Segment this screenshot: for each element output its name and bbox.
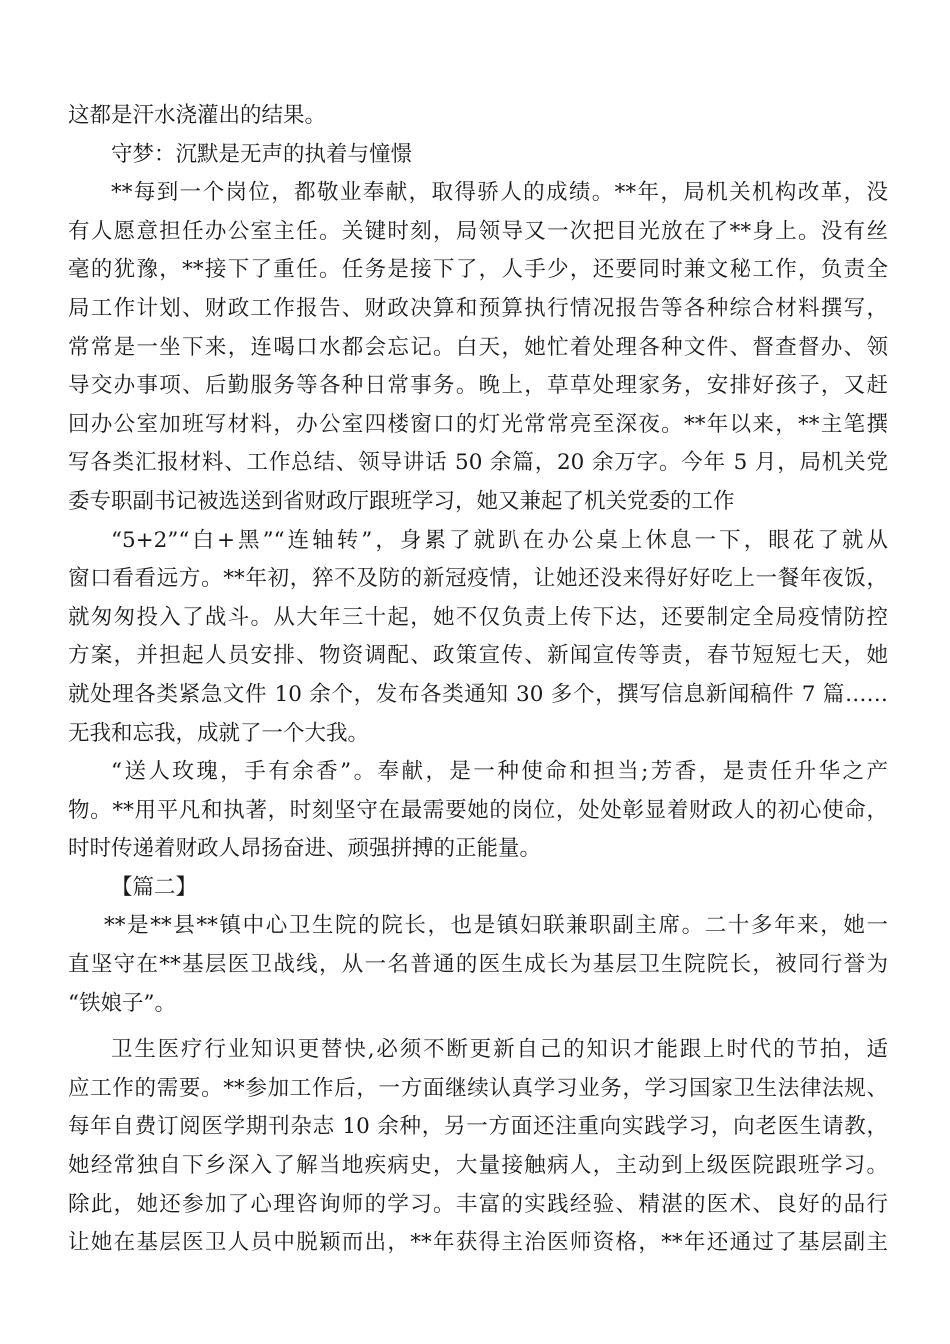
paragraph [68, 753, 888, 869]
paragraph-line: 无我和忘我，成就了一个大我。 [68, 720, 370, 746]
paragraph-line: “5+2”“白+黑”“连轴转”，身累了就趴在办公桌上休息一下，眼花了就从 [111, 527, 888, 553]
paragraph-line: **是**县**镇中心卫生院的院长，也是镇妇联兼职副主席。二十多年来，她一 [104, 913, 888, 939]
paragraph-line: 她经常独自下乡深入了解当地疾病史，大量接触病人，主动到上级医院跟班学习。 [68, 1153, 888, 1179]
paragraph-line: 物。**用平凡和执著，时刻坚守在最需要她的岗位，处处彰显着财政人的初心使命， [68, 797, 888, 823]
paragraph-line: 直坚守在**基层医卫战线，从一名普通的医生成长为基层卫生院院长，被同行誉为 [68, 952, 888, 978]
document-page [68, 97, 888, 1263]
paragraph-line: 就处理各类紧急文件 10 余个，发布各类通知 30 多个，撰写信息新闻稿件 7 篇…… [68, 681, 888, 707]
paragraph-line: 这都是汗水浇灌出的结果。 [68, 103, 327, 128]
paragraph-line: 写各类汇报材料、工作总结、领导讲话 50 余篇，20 余万字。今年 5 月，局机关党 [68, 450, 888, 476]
paragraph-line: 局工作计划、财政工作报告、财政决算和预算执行情况报告等各种综合材料撰写， [68, 295, 888, 321]
paragraph-line: “铁娘子”。 [68, 990, 176, 1016]
paragraph-line: 应工作的需要。**参加工作后，一方面继续认真学习业务，学习国家卫生法律法规、 [68, 1075, 888, 1101]
paragraph-spacer [68, 1023, 888, 1031]
paragraph-line: 就匆匆投入了战斗。从大年三十起，她不仅负责上传下达，还要制定全局疫情防控 [68, 604, 888, 630]
paragraph-line: 让她在基层医卫人员中脱颖而出，**年获得主治医师资格，**年还通过了基层副主 [68, 1230, 888, 1256]
paragraph-line: 每年自费订阅医学期刊杂志 10 余种，另一方面还注重向实践学习，向老医生请教， [68, 1114, 888, 1140]
section-heading: 守梦：沉默是无声的执着与憧憬 [111, 141, 413, 167]
paragraph [68, 174, 888, 521]
paragraph-line: 方案，并担起人员安排、物资调配、政策宣传、新闻宣传等责，春节短短七天，她 [68, 643, 888, 669]
paragraph-line: 窗口看看远方。**年初，猝不及防的新冠疫情，让她还没来得好好吃上一餐年夜饭， [68, 566, 888, 592]
paragraph-line: 时时传递着财政人昂扬奋进、顽强拼搏的正能量。 [68, 836, 542, 862]
paragraph [68, 907, 888, 1023]
paragraph-line: **每到一个岗位，都敬业奉献，取得骄人的成绩。**年，局机关机构改革，没 [111, 180, 888, 206]
paragraph-line: 委专职副书记被选送到省财政厅跟班学习，她又兼起了机关党委的工作 [68, 488, 735, 514]
paragraph-line: 有人愿意担任办公室主任。关键时刻，局领导又一次把目光放在了**身上。没有丝 [68, 218, 888, 244]
paragraph-line: 卫生医疗行业知识更替快,必须不断更新自己的知识才能跟上时代的节拍，适 [111, 1037, 888, 1063]
paragraph [68, 522, 888, 754]
section-heading: 【篇二】 [111, 874, 198, 900]
paragraph-line: 毫的犹豫，**接下了重任。任务是接下了，人手少，还要同时兼文秘工作，负责全 [68, 257, 888, 283]
paragraph [68, 1031, 888, 1263]
paragraph-line: 回办公室加班写材料，办公室四楼窗口的灯光常常亮至深夜。**年以来，**主笔撰 [68, 411, 888, 437]
paragraph-line: 导交办事项、后勤服务等各种日常事务。晚上，草草处理家务，安排好孩子，又赶 [68, 373, 888, 399]
paragraph-line: 常常是一坐下来，连喝口水都会忘记。白天，她忙着处理各种文件、督查督办、领 [68, 334, 888, 360]
paragraph-line: “送人玫瑰，手有余香”。奉献，是一种使命和担当;芳香，是责任升华之产 [111, 759, 888, 785]
paragraph-line: 除此，她还参加了心理咨询师的学习。丰富的实践经验、精湛的医术、良好的品行 [68, 1191, 888, 1217]
